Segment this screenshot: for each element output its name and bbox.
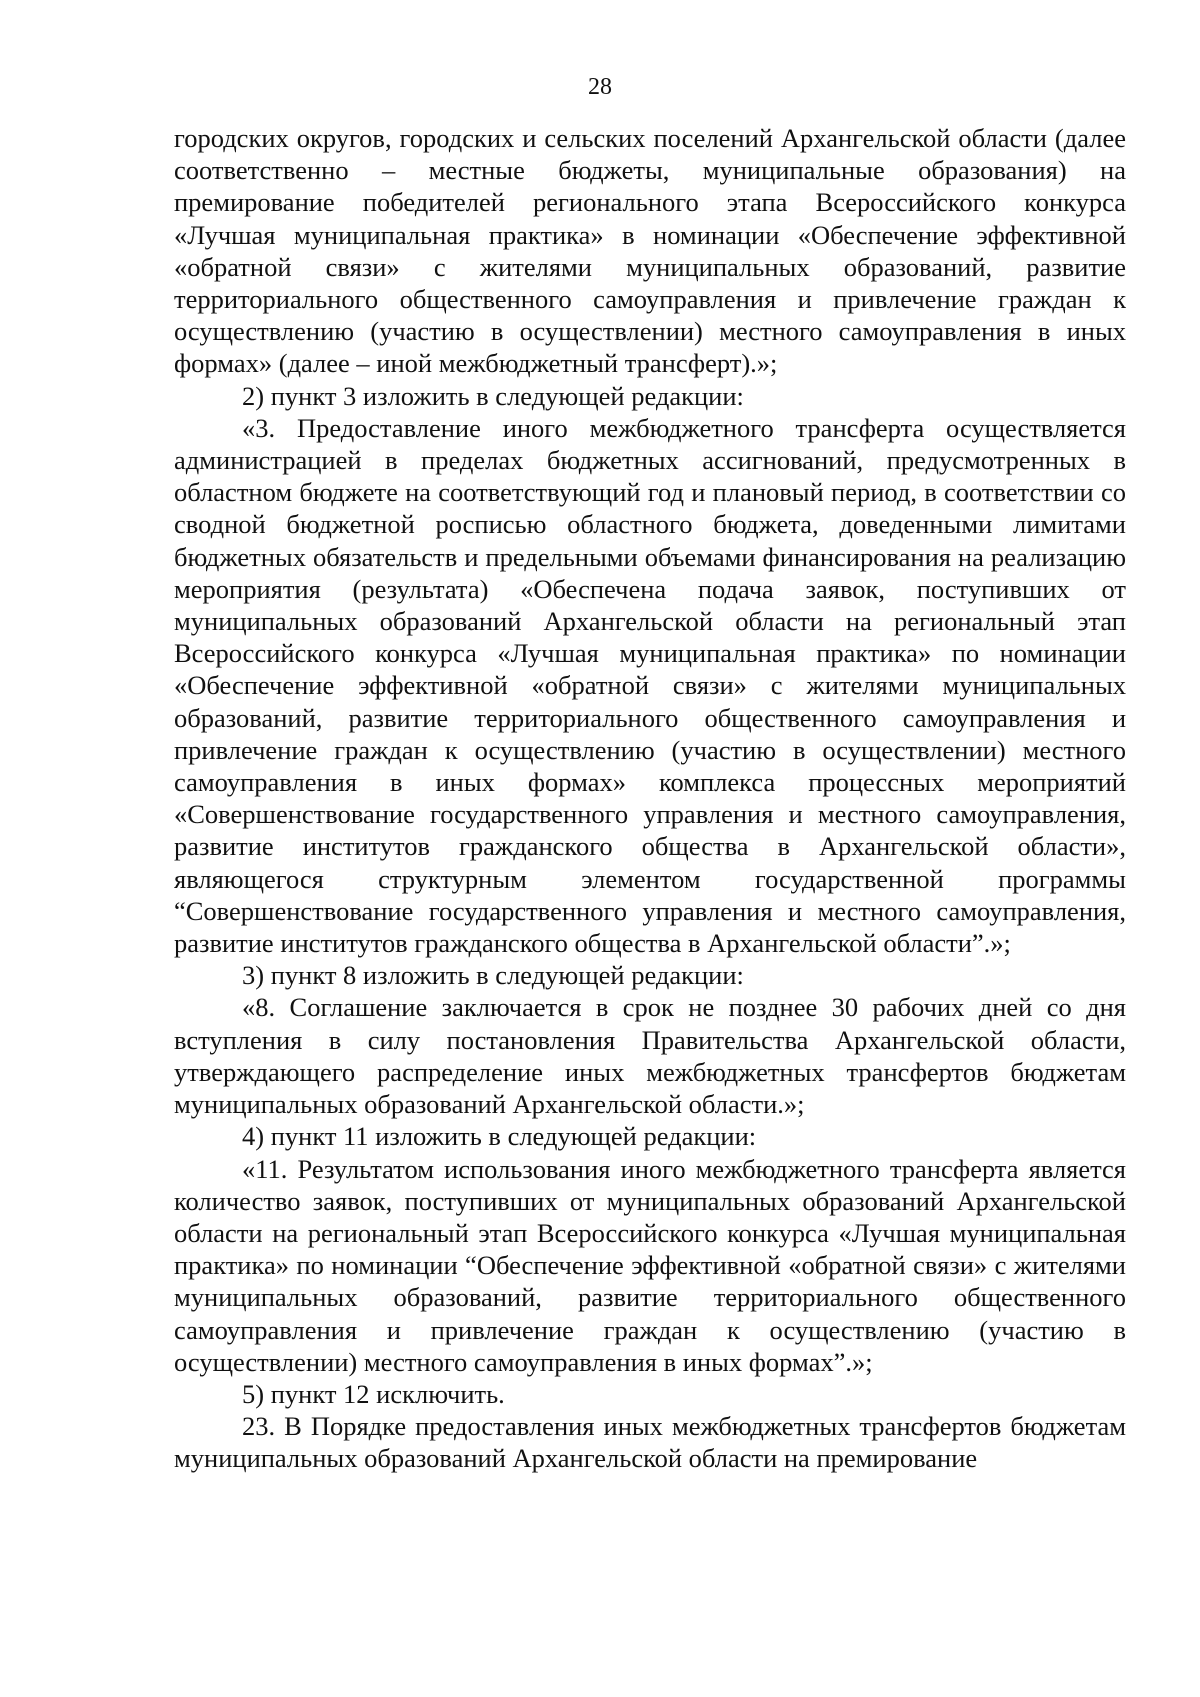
page-number: 28 [588, 74, 612, 100]
paragraph-item-3: 3) пункт 8 изложить в следующей редакции: [242, 960, 744, 991]
paragraph-item-5: 5) пункт 12 исключить. [242, 1378, 505, 1409]
paragraph-point-11-text: «11. Результатом использования иного межбюджетного трансферта является количество заявок, поступивших от муниципальных образований Архангельской области на региональный этап Всероссийского конкурса «Лучшая муниципальная практика» по номинации “Обеспечение эффективной «обратной связи» с жителями муниципальных образований, развитие территориального общественного самоуправления и привлечение граждан к осуществлению (участию в осуществлении) местного самоуправления в иных формах”.»; [174, 1153, 1126, 1377]
paragraph-item-2: 2) пункт 3 изложить в следующей редакции: [242, 380, 744, 411]
paragraph-point-8-text: «8. Соглашение заключается в срок не позднее 30 рабочих дней со дня вступления в силу постановления Правительства Архангельской области, утверждающего распределение иных межбюджетных трансфертов бюджетам муниципальных образований Архангельской области.»; [174, 992, 1126, 1120]
document-body [174, 122, 1126, 1475]
paragraph-continuation: городских округов, городских и сельских поселений Архангельской области (далее соответственно – местные бюджеты, муниципальные образования) на премирование победителей регионального этапа Всероссийского конкурса «Лучшая муниципальная практика» в номинации «Обеспечение эффективной «обратной связи» с жителями муниципальных образований, развитие территориального общественного самоуправления и привлечение граждан к осуществлению (участию в осуществлении) местного самоуправления в иных формах» (далее – иной межбюджетный трансферт).»; [174, 123, 1126, 379]
paragraph-section-23: 23. В Порядке предоставления иных межбюджетных трансфертов бюджетам муниципальных образований Архангельской области на премирование [174, 1411, 1126, 1474]
paragraph-item-4: 4) пункт 11 изложить в следующей редакции: [242, 1121, 757, 1152]
paragraph-point-3-text: «3. Предоставление иного межбюджетного трансферта осуществляется администрацией в пределах бюджетных ассигнований, предусмотренных в областном бюджете на соответствующий год и плановый период, в соответствии со сводной бюджетной росписью областного бюджета, доведенными лимитами бюджетных обязательств и предельными объемами финансирования на реализацию мероприятия (результата) «Обеспечена подача заявок, поступивших от муниципальных образований Архангельской области на региональный этап Всероссийского конкурса «Лучшая муниципальная практика» по номинации «Обеспечение эффективной «обратной связи» с жителями муниципальных образований, развитие территориального общественного самоуправления и привлечение граждан к осуществлению (участию в осуществлении) местного самоуправления в иных формах» комплекса процессных мероприятий «Совершенствование государственного управления и местного самоуправления, развитие институтов гражданского общества в Архангельской области», являющегося структурным элементом государственной программы “Совершенствование государственного управления и местного самоуправления, развитие институтов гражданского общества в Архангельской области”.»; [174, 412, 1126, 959]
